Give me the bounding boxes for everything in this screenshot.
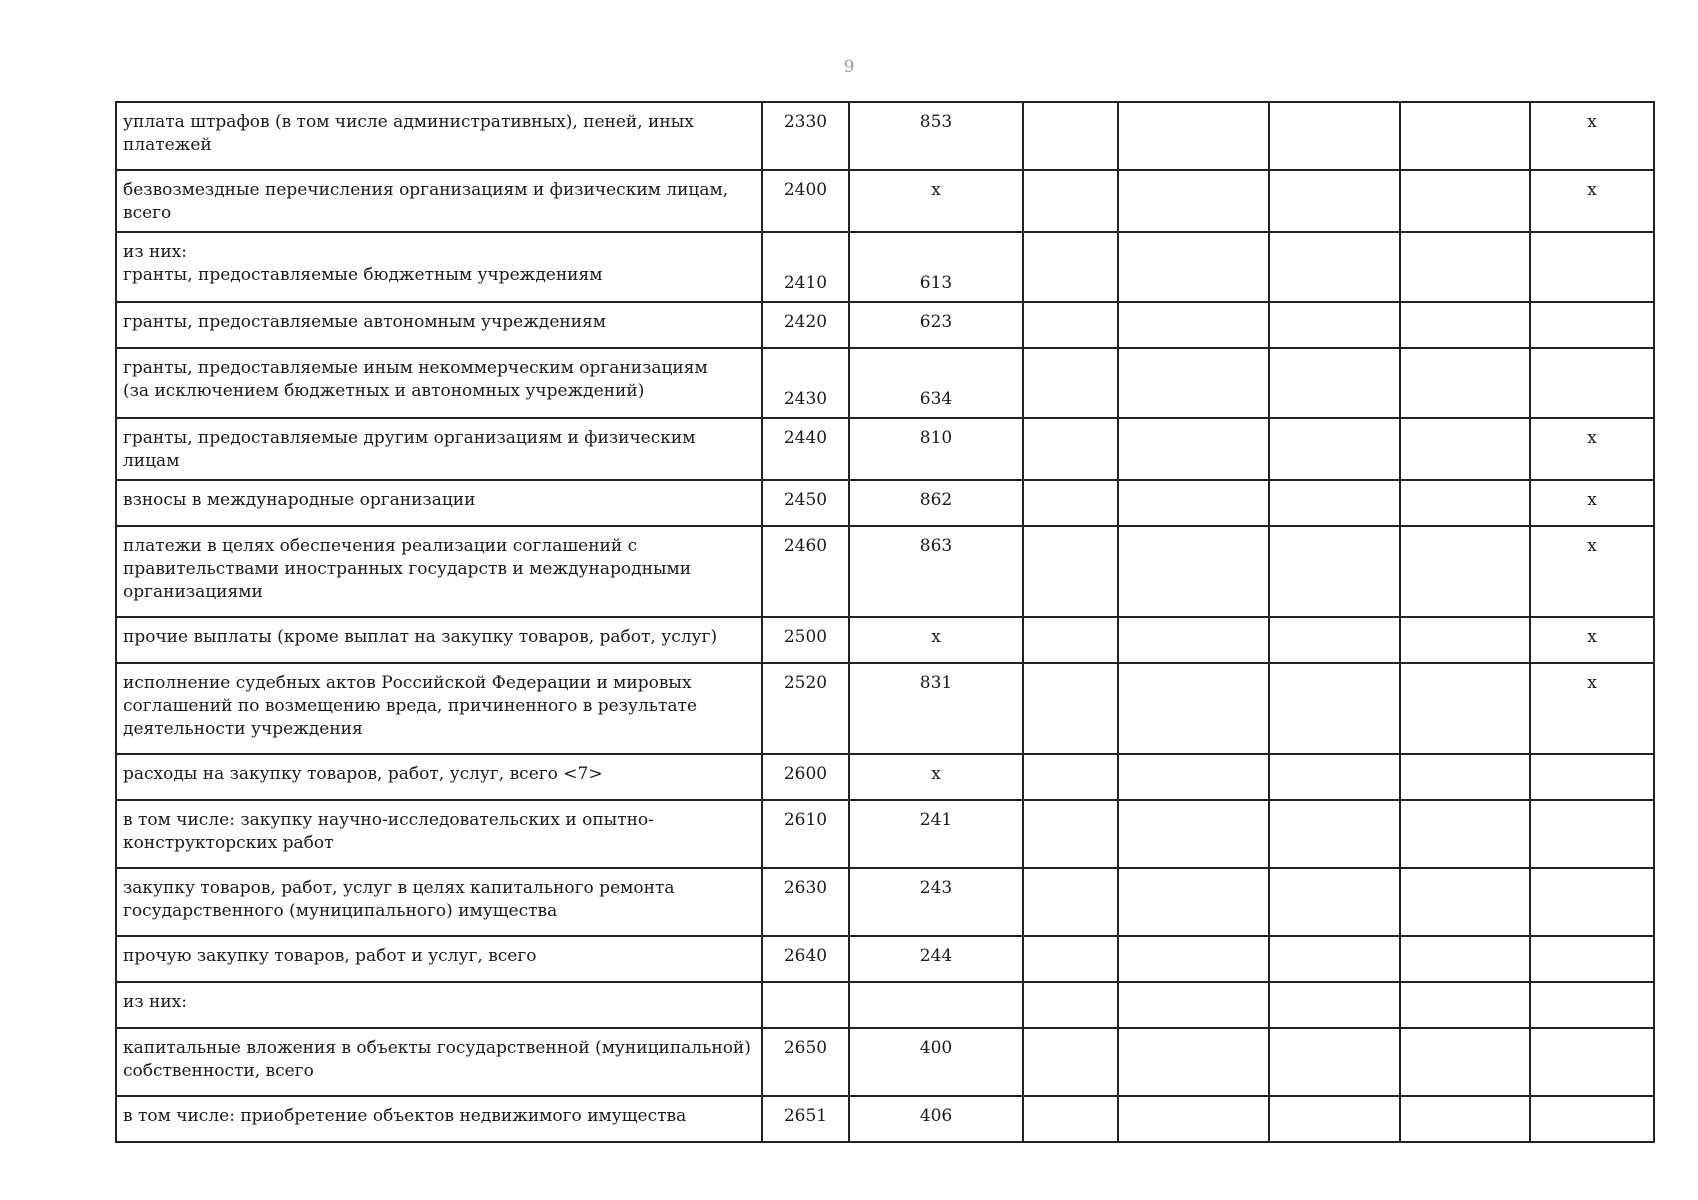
table-row bbox=[116, 480, 1654, 526]
table-row bbox=[116, 232, 1654, 302]
row-line-code: 2450 bbox=[762, 480, 849, 526]
row-amount-cell bbox=[1023, 1028, 1118, 1096]
row-description: гранты, предоставляемые автономным учреждениям bbox=[116, 302, 762, 348]
row-description: гранты, предоставляемые иным некоммерческим организациям (за исключением бюджетных и автономных учреждений) bbox=[116, 348, 762, 418]
row-budget-code: x bbox=[849, 754, 1023, 800]
row-amount-cell bbox=[1118, 800, 1269, 868]
row-amount-cell bbox=[1400, 302, 1530, 348]
row-amount-cell bbox=[1023, 480, 1118, 526]
row-amount-cell bbox=[1400, 232, 1530, 302]
row-amount-cell bbox=[1118, 663, 1269, 754]
row-description: закупку товаров, работ, услуг в целях капитального ремонта государственного (муниципального) имущества bbox=[116, 868, 762, 936]
row-amount-cell bbox=[1400, 526, 1530, 617]
row-budget-code: 613 bbox=[849, 232, 1023, 302]
table-row bbox=[116, 617, 1654, 663]
row-description: в том числе: приобретение объектов недвижимого имущества bbox=[116, 1096, 762, 1142]
row-description: уплата штрафов (в том числе административных), пеней, иных платежей bbox=[116, 102, 762, 170]
row-amount-cell bbox=[1269, 1096, 1400, 1142]
page-number: 9 bbox=[843, 57, 855, 77]
row-amount-cell bbox=[1023, 302, 1118, 348]
row-amount-cell bbox=[1269, 800, 1400, 868]
row-budget-code: 634 bbox=[849, 348, 1023, 418]
row-amount-cell bbox=[1118, 982, 1269, 1028]
row-last-cell bbox=[1530, 754, 1654, 800]
row-amount-cell bbox=[1118, 1028, 1269, 1096]
row-amount-cell bbox=[1269, 982, 1400, 1028]
row-line-code: 2630 bbox=[762, 868, 849, 936]
row-amount-cell bbox=[1269, 526, 1400, 617]
row-amount-cell bbox=[1400, 800, 1530, 868]
row-budget-code: 831 bbox=[849, 663, 1023, 754]
row-last-cell bbox=[1530, 302, 1654, 348]
table-row bbox=[116, 936, 1654, 982]
row-last-cell bbox=[1530, 1096, 1654, 1142]
row-last-cell: x bbox=[1530, 102, 1654, 170]
row-amount-cell bbox=[1269, 348, 1400, 418]
row-amount-cell bbox=[1023, 418, 1118, 480]
table-row bbox=[116, 1028, 1654, 1096]
row-amount-cell bbox=[1118, 617, 1269, 663]
row-amount-cell bbox=[1118, 754, 1269, 800]
row-description: в том числе: закупку научно-исследовательских и опытно- конструкторских работ bbox=[116, 800, 762, 868]
row-budget-code: 863 bbox=[849, 526, 1023, 617]
row-budget-code: 810 bbox=[849, 418, 1023, 480]
table-row bbox=[116, 868, 1654, 936]
row-budget-code: 853 bbox=[849, 102, 1023, 170]
row-amount-cell bbox=[1118, 526, 1269, 617]
row-line-code: 2330 bbox=[762, 102, 849, 170]
row-amount-cell bbox=[1269, 232, 1400, 302]
table-row bbox=[116, 418, 1654, 480]
row-budget-code bbox=[849, 982, 1023, 1028]
row-line-code: 2520 bbox=[762, 663, 849, 754]
row-amount-cell bbox=[1023, 617, 1118, 663]
row-amount-cell bbox=[1023, 348, 1118, 418]
row-amount-cell bbox=[1400, 868, 1530, 936]
row-amount-cell bbox=[1023, 800, 1118, 868]
row-line-code: 2460 bbox=[762, 526, 849, 617]
row-budget-code: 400 bbox=[849, 1028, 1023, 1096]
row-amount-cell bbox=[1118, 170, 1269, 232]
row-last-cell bbox=[1530, 232, 1654, 302]
row-description: расходы на закупку товаров, работ, услуг, всего <7> bbox=[116, 754, 762, 800]
row-budget-code: 862 bbox=[849, 480, 1023, 526]
row-amount-cell bbox=[1023, 170, 1118, 232]
row-line-code: 2651 bbox=[762, 1096, 849, 1142]
expenditure-table bbox=[115, 101, 1655, 1143]
row-last-cell bbox=[1530, 982, 1654, 1028]
row-last-cell: x bbox=[1530, 617, 1654, 663]
row-last-cell bbox=[1530, 800, 1654, 868]
row-amount-cell bbox=[1023, 982, 1118, 1028]
table-row bbox=[116, 348, 1654, 418]
row-amount-cell bbox=[1269, 480, 1400, 526]
row-budget-code: 241 bbox=[849, 800, 1023, 868]
row-line-code: 2610 bbox=[762, 800, 849, 868]
table-row bbox=[116, 663, 1654, 754]
row-line-code: 2440 bbox=[762, 418, 849, 480]
row-amount-cell bbox=[1269, 418, 1400, 480]
row-last-cell bbox=[1530, 936, 1654, 982]
row-amount-cell bbox=[1118, 936, 1269, 982]
row-budget-code: 243 bbox=[849, 868, 1023, 936]
row-description: прочую закупку товаров, работ и услуг, всего bbox=[116, 936, 762, 982]
table-row bbox=[116, 302, 1654, 348]
row-budget-code: x bbox=[849, 617, 1023, 663]
row-amount-cell bbox=[1400, 348, 1530, 418]
row-amount-cell bbox=[1023, 868, 1118, 936]
row-amount-cell bbox=[1023, 102, 1118, 170]
table-row bbox=[116, 526, 1654, 617]
row-description: из них: bbox=[116, 982, 762, 1028]
row-last-cell: x bbox=[1530, 526, 1654, 617]
row-amount-cell bbox=[1023, 526, 1118, 617]
row-amount-cell bbox=[1400, 1096, 1530, 1142]
row-amount-cell bbox=[1400, 617, 1530, 663]
row-amount-cell bbox=[1269, 868, 1400, 936]
row-amount-cell bbox=[1269, 936, 1400, 982]
row-amount-cell bbox=[1118, 418, 1269, 480]
row-line-code bbox=[762, 982, 849, 1028]
row-amount-cell bbox=[1269, 102, 1400, 170]
row-line-code: 2400 bbox=[762, 170, 849, 232]
row-line-code: 2410 bbox=[762, 232, 849, 302]
row-amount-cell bbox=[1400, 936, 1530, 982]
row-amount-cell bbox=[1400, 754, 1530, 800]
row-amount-cell bbox=[1400, 480, 1530, 526]
row-amount-cell bbox=[1118, 232, 1269, 302]
row-amount-cell bbox=[1023, 1096, 1118, 1142]
row-amount-cell bbox=[1269, 663, 1400, 754]
row-budget-code: 244 bbox=[849, 936, 1023, 982]
row-amount-cell bbox=[1118, 868, 1269, 936]
row-amount-cell bbox=[1023, 936, 1118, 982]
row-last-cell: x bbox=[1530, 663, 1654, 754]
row-amount-cell bbox=[1269, 754, 1400, 800]
row-amount-cell bbox=[1400, 170, 1530, 232]
row-description: капитальные вложения в объекты государственной (муниципальной) собственности, всего bbox=[116, 1028, 762, 1096]
row-last-cell bbox=[1530, 1028, 1654, 1096]
row-line-code: 2600 bbox=[762, 754, 849, 800]
row-description: взносы в международные организации bbox=[116, 480, 762, 526]
table-row bbox=[116, 754, 1654, 800]
table-row bbox=[116, 982, 1654, 1028]
row-amount-cell bbox=[1118, 480, 1269, 526]
table-row bbox=[116, 1096, 1654, 1142]
row-last-cell bbox=[1530, 348, 1654, 418]
row-description: из них: гранты, предоставляемые бюджетным учреждениям bbox=[116, 232, 762, 302]
row-last-cell: x bbox=[1530, 480, 1654, 526]
row-line-code: 2650 bbox=[762, 1028, 849, 1096]
row-amount-cell bbox=[1118, 102, 1269, 170]
row-amount-cell bbox=[1400, 1028, 1530, 1096]
row-amount-cell bbox=[1118, 302, 1269, 348]
row-amount-cell bbox=[1269, 302, 1400, 348]
row-last-cell: x bbox=[1530, 418, 1654, 480]
row-amount-cell bbox=[1023, 754, 1118, 800]
row-description: безвозмездные перечисления организациям и физическим лицам, всего bbox=[116, 170, 762, 232]
row-amount-cell bbox=[1269, 170, 1400, 232]
row-amount-cell bbox=[1269, 1028, 1400, 1096]
row-amount-cell bbox=[1400, 663, 1530, 754]
row-line-code: 2500 bbox=[762, 617, 849, 663]
row-budget-code: x bbox=[849, 170, 1023, 232]
row-amount-cell bbox=[1118, 348, 1269, 418]
row-amount-cell bbox=[1269, 617, 1400, 663]
row-amount-cell bbox=[1400, 418, 1530, 480]
row-description: исполнение судебных актов Российской Федерации и мировых соглашений по возмещению вреда, причиненного в результате деятельности учреждения bbox=[116, 663, 762, 754]
row-description: гранты, предоставляемые другим организациям и физическим лицам bbox=[116, 418, 762, 480]
row-amount-cell bbox=[1118, 1096, 1269, 1142]
table-row bbox=[116, 102, 1654, 170]
row-amount-cell bbox=[1023, 232, 1118, 302]
row-amount-cell bbox=[1400, 102, 1530, 170]
row-last-cell: x bbox=[1530, 170, 1654, 232]
table-row bbox=[116, 170, 1654, 232]
row-description: платежи в целях обеспечения реализации соглашений с правительствами иностранных государств и международными организациями bbox=[116, 526, 762, 617]
row-budget-code: 406 bbox=[849, 1096, 1023, 1142]
row-amount-cell bbox=[1023, 663, 1118, 754]
table-row bbox=[116, 800, 1654, 868]
table-body bbox=[116, 102, 1654, 1142]
row-line-code: 2640 bbox=[762, 936, 849, 982]
row-last-cell bbox=[1530, 868, 1654, 936]
row-amount-cell bbox=[1400, 982, 1530, 1028]
row-line-code: 2430 bbox=[762, 348, 849, 418]
row-budget-code: 623 bbox=[849, 302, 1023, 348]
row-line-code: 2420 bbox=[762, 302, 849, 348]
row-description: прочие выплаты (кроме выплат на закупку товаров, работ, услуг) bbox=[116, 617, 762, 663]
